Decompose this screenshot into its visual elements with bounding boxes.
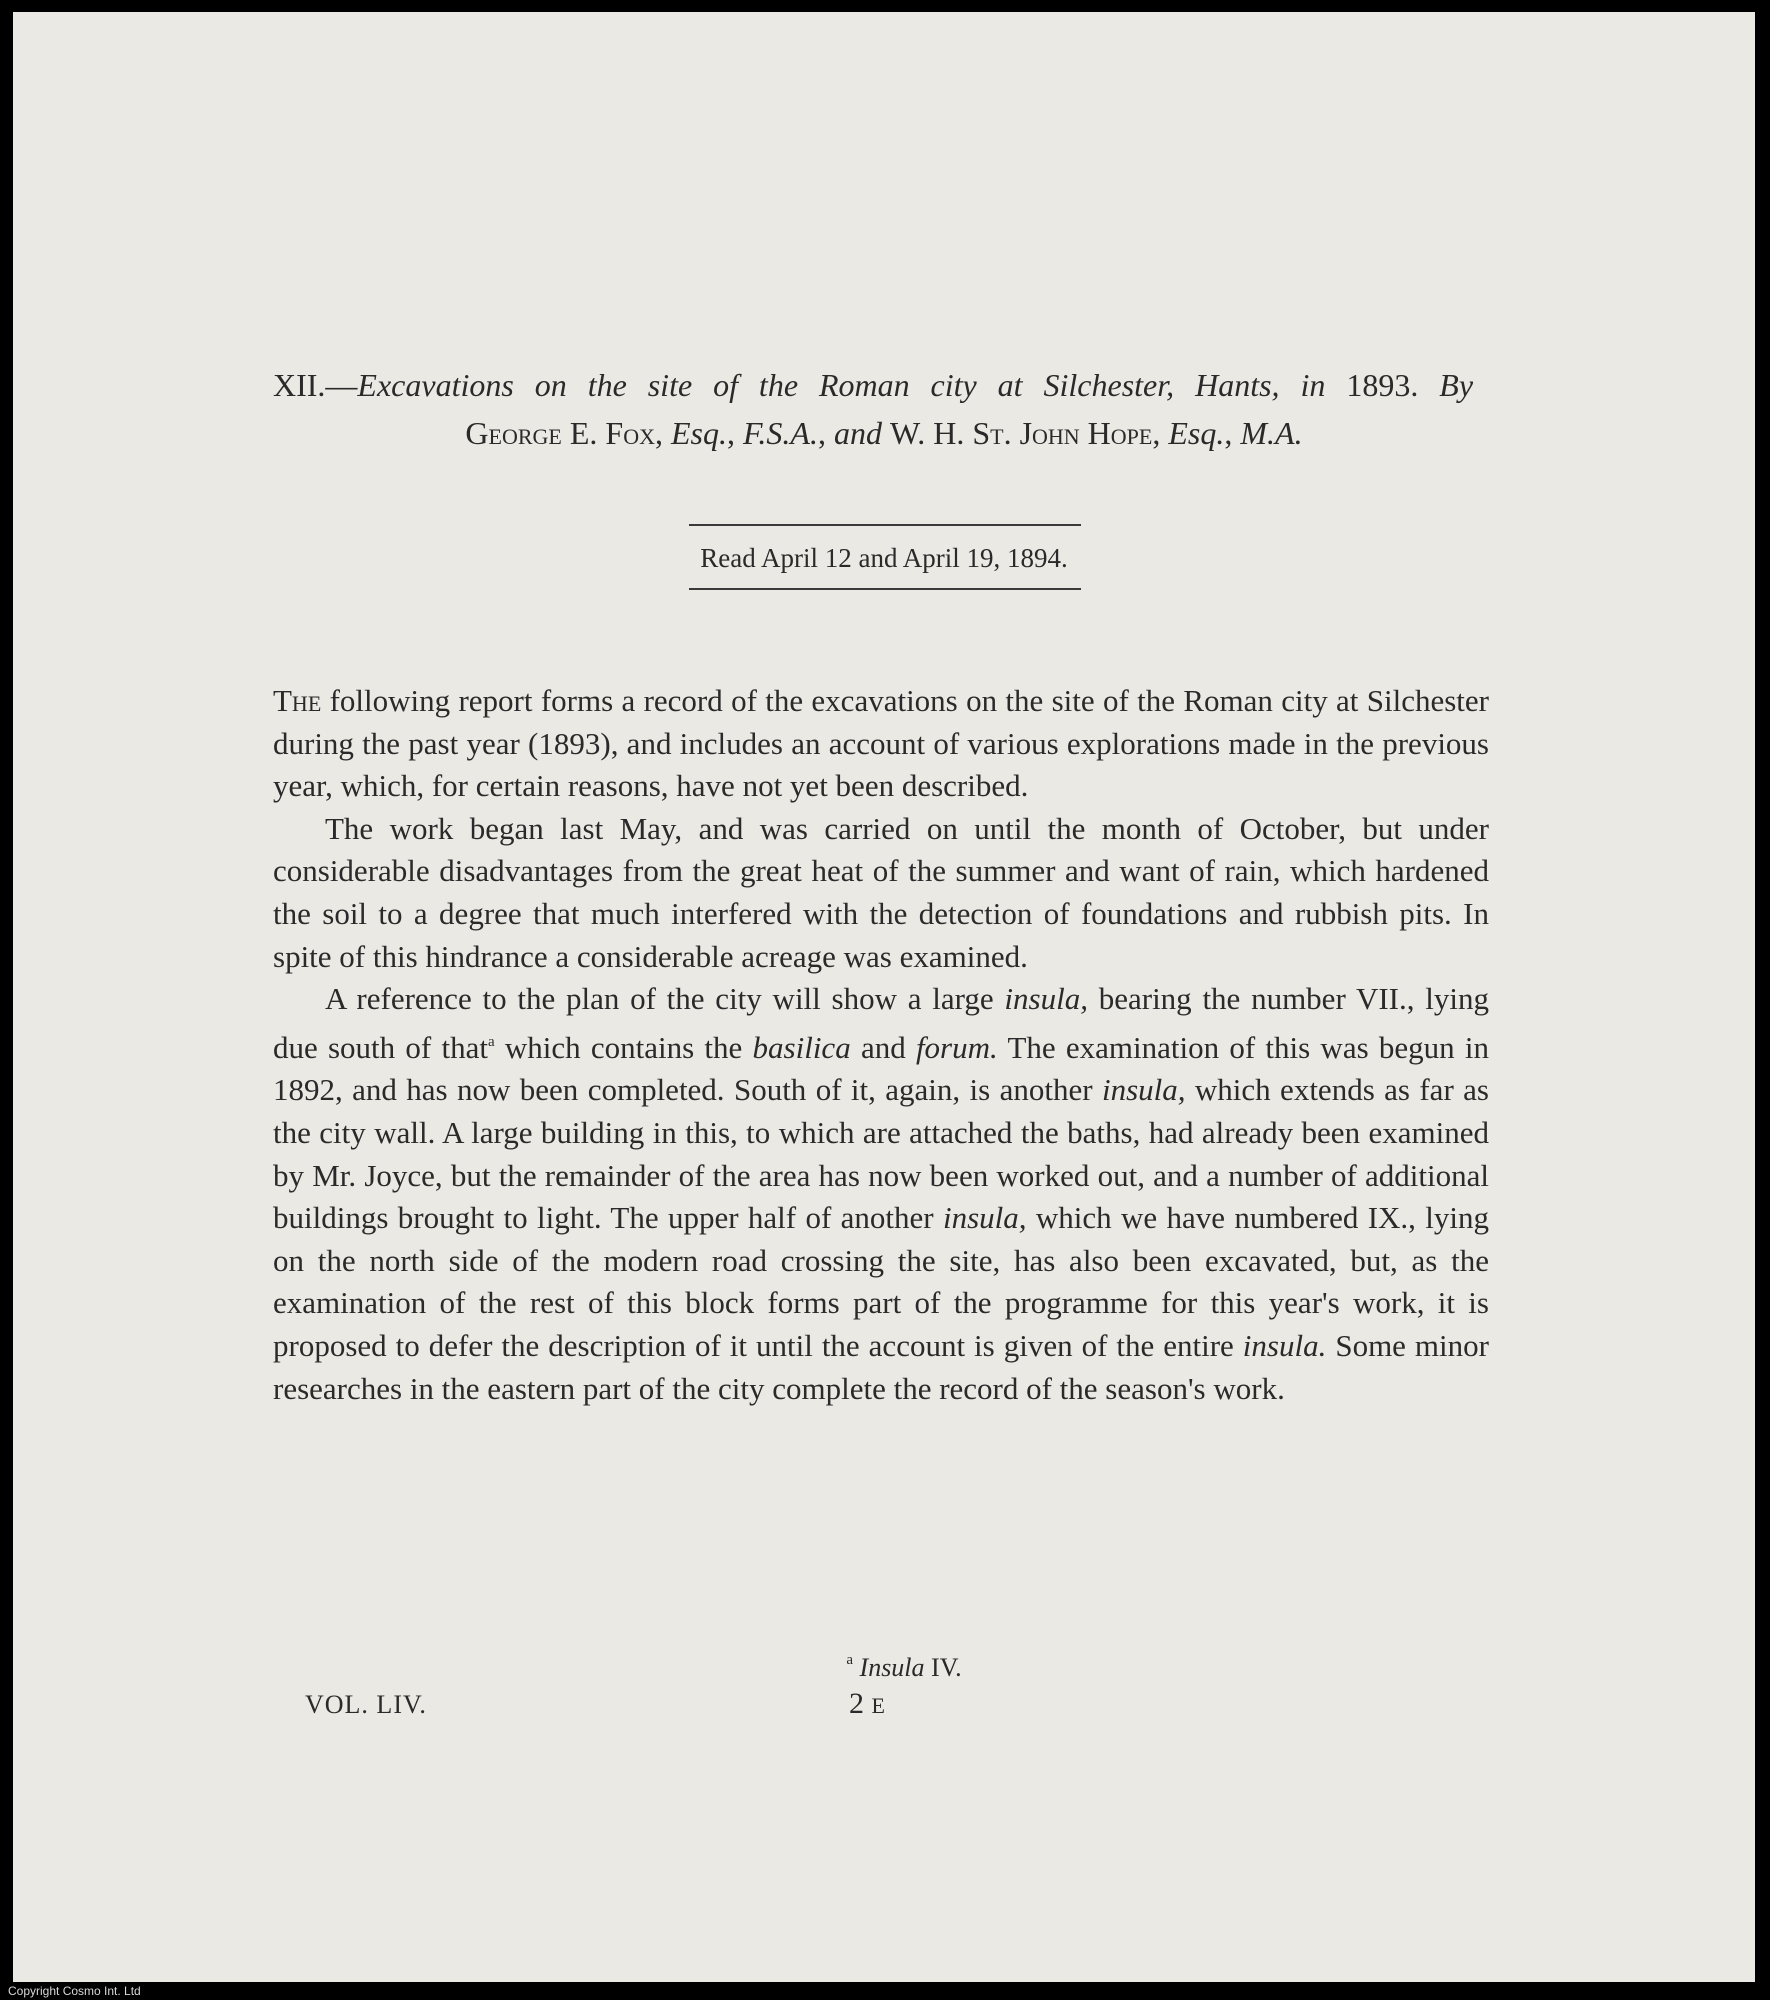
paragraph-3 — [273, 978, 1489, 1410]
p3-segment: which extends as far as the city wall. A large building in this, to which are attached the baths, had already been examined by Mr. Joyce, but the remainder of the area has now been worked out, and a number of additional buildings brought to light. The upper half of another — [273, 1072, 1489, 1236]
document-page — [13, 12, 1755, 1982]
p3-segment: which contains the — [494, 1029, 753, 1065]
and-label: and — [833, 415, 882, 451]
article-body — [273, 680, 1489, 1410]
p3-italic: insula, — [942, 1200, 1027, 1236]
p3-italic: insula, — [1004, 981, 1088, 1017]
top-rule — [689, 524, 1081, 526]
paragraph-1-text: following report forms a record of the excavations on the site of the Roman city at Silchester during the past year (1893), and includes an account of various explorations made in the previous year, which, for certain reasons, have not yet been described. — [273, 683, 1489, 804]
title-dash: — — [325, 367, 358, 403]
paragraph-1-lead: The — [273, 683, 322, 718]
footnote — [13, 1642, 1755, 1686]
p3-segment: bearing the number VII., lying due south of that — [273, 981, 1489, 1065]
p3-italic: forum. — [915, 1029, 998, 1065]
footnote-italic: Insula — [859, 1653, 925, 1682]
p3-segment: Some minor researches in the eastern part of the city complete the record of the season's work. — [273, 1327, 1489, 1406]
author2-name: W. H. St. John Hope — [889, 415, 1153, 451]
author2-ma: M.A. — [1240, 415, 1303, 451]
author1-esq: Esq. — [670, 415, 727, 451]
footnote-mark: a — [846, 1652, 854, 1668]
p3-italic: basilica — [752, 1029, 851, 1065]
volume-label: VOL. LIV. — [305, 1690, 427, 1719]
footnote-rest: IV. — [924, 1653, 962, 1682]
article-title-line — [273, 362, 1473, 408]
signature-number: 2 — [849, 1687, 864, 1720]
author2-esq: Esq. — [1168, 415, 1225, 451]
article-title: Excavations on the site of the Roman city at Silchester, Hants, in — [357, 367, 1326, 403]
p3-segment: A reference to the plan of the city will show a large — [325, 981, 1005, 1017]
signature-letter: E — [871, 1693, 885, 1718]
author1-fsa: F.S.A. — [742, 415, 818, 451]
article-authors: George E. Fox, Esq., F.S.A., and W. H. St. John Hope, Esq., M.A. — [465, 415, 1303, 451]
author1-name: George E. Fox — [465, 415, 655, 451]
read-date: Read April 12 and April 19, 1894. — [700, 543, 1068, 573]
paragraph-2: The work began last May, and was carried on until the month of October, but under considerable disadvantages from the great heat of the summer and want of rain, which hardened the soil to a degree that much interfered with the detection of foundations and rubbish pits. In spite of this hindrance a considerable acreage was examined. — [273, 810, 1489, 974]
p3-segment: and — [850, 1029, 916, 1065]
p3-italic: insula, — [1101, 1072, 1186, 1108]
footnote-reference: a — [487, 1033, 495, 1050]
signature-mark — [849, 1684, 885, 1726]
p3-italic: insula. — [1242, 1327, 1327, 1363]
p3-segment: The examination of this was begun in 1892, and has now been completed. South of it, again, is another — [273, 1029, 1489, 1108]
by-label: By — [1439, 367, 1474, 403]
paragraph-1 — [273, 680, 1489, 808]
article-year: 1893. — [1325, 367, 1419, 403]
article-numeral: XII. — [273, 367, 326, 403]
bottom-rule — [689, 588, 1081, 590]
copyright-watermark: Copyright Cosmo Int. Ltd — [8, 1984, 141, 1998]
p3-segment: which we have numbered IX., lying on the north side of the modern road crossing the site, has also been excavated, but, as the examination of the rest of this block forms part of the programme for this year's work, it is proposed to defer the description of it until the account is given of the entire — [273, 1200, 1489, 1363]
